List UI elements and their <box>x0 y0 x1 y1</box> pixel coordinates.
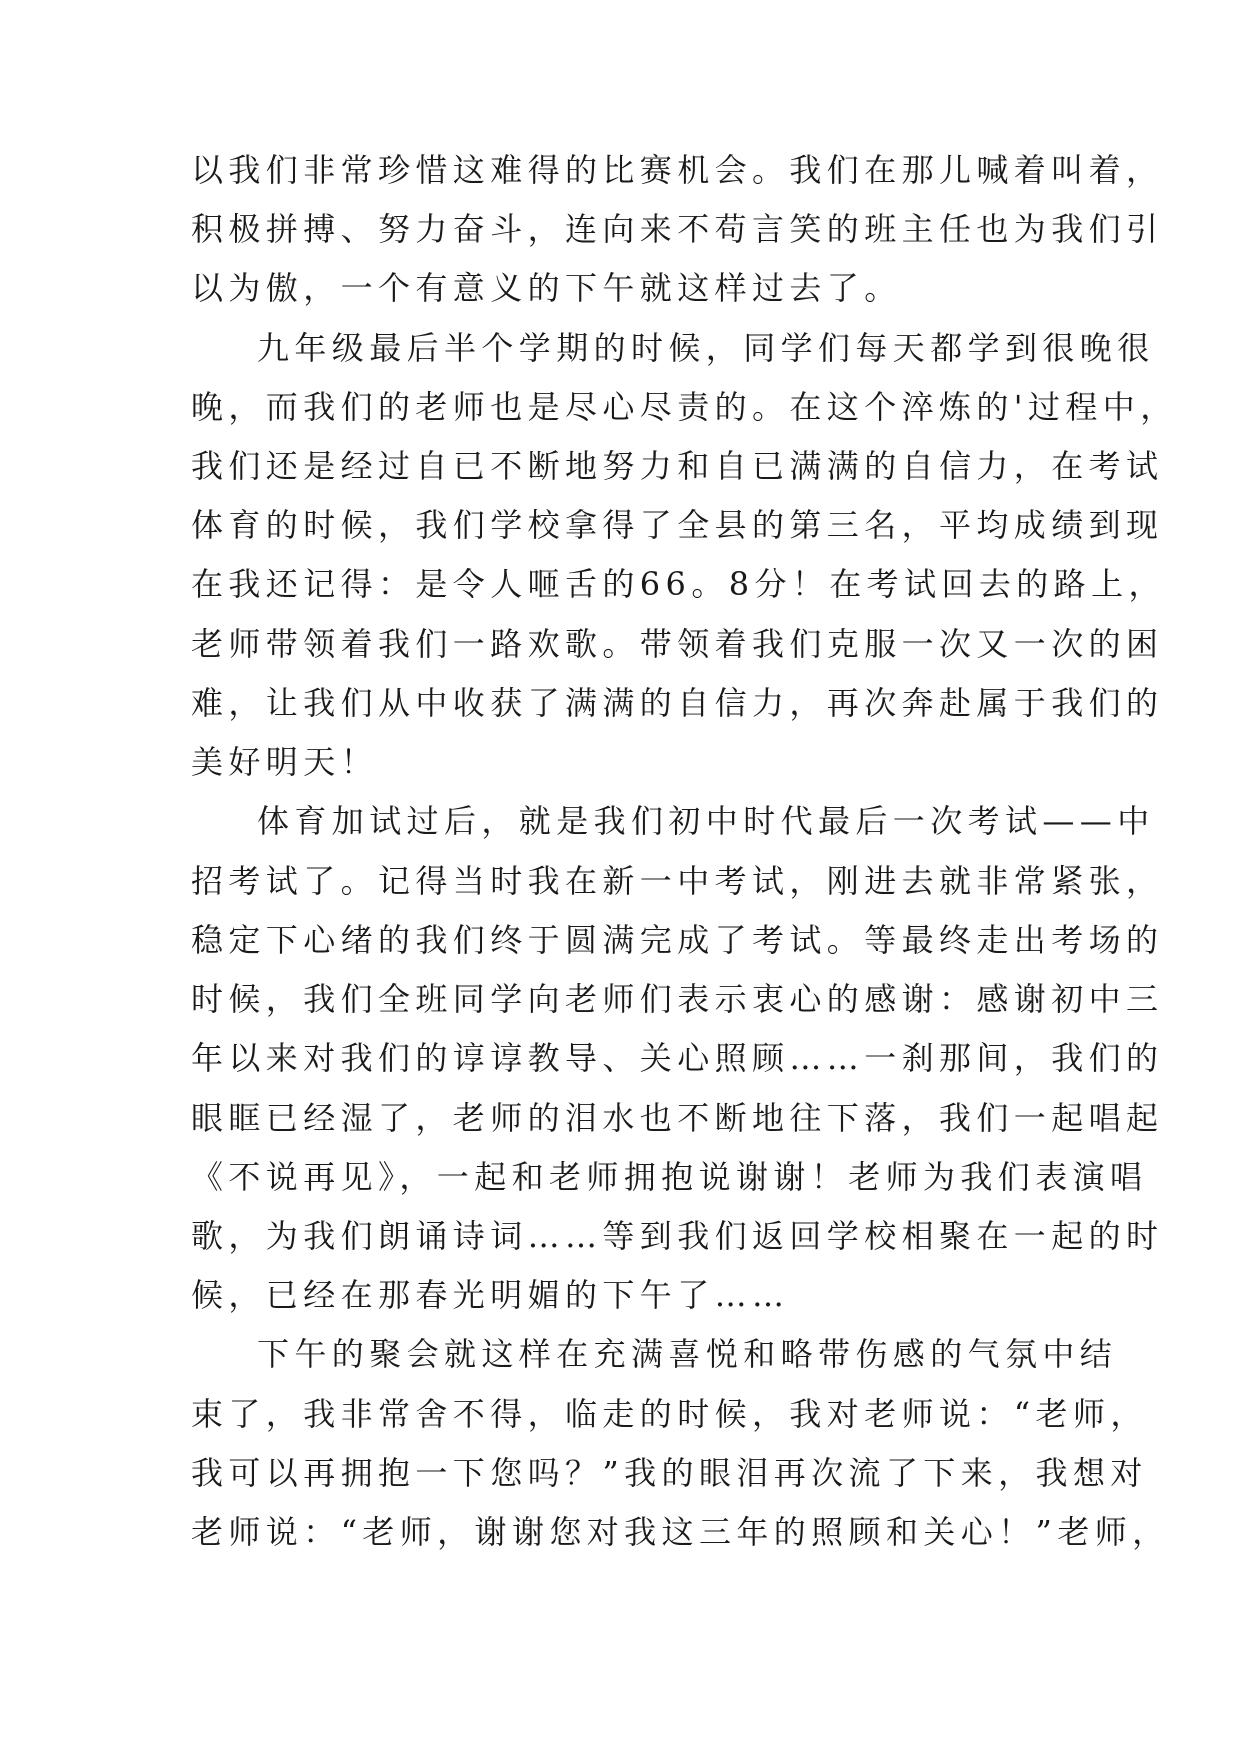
text-line: 体育的时候，我们学校拿得了全县的第三名，平均成绩到现 <box>191 506 1164 544</box>
text-line: 《不说再见》，一起和老师拥抱说谢谢！老师为我们表演唱 <box>191 1158 1148 1196</box>
text-line: 以为傲，一个有意义的下午就这样过去了。 <box>191 269 902 307</box>
text-line: 以我们非常珍惜这难得的比赛机会。我们在那儿喊着叫着， <box>191 151 1164 189</box>
text-line: 稳定下心绪的我们终于圆满完成了考试。等最终走出考场的 <box>191 921 1164 959</box>
text-line: 候，已经在那春光明媚的下午了…… <box>191 1276 790 1314</box>
text-line: 老师说：“老师，谢谢您对我这三年的照顾和关心！”老师， <box>191 1513 1170 1551</box>
text-line: 老师带领着我们一路欢歌。带领着我们克服一次又一次的困 <box>191 625 1164 663</box>
text-line: 年以来对我们的谆谆教导、关心照顾……一刹那间，我们的 <box>191 1039 1164 1077</box>
text-line: 积极拼搏、努力奋斗，连向来不苟言笑的班主任也为我们引 <box>191 210 1164 248</box>
text-line: 美好明天！ <box>191 743 379 781</box>
paragraph-first-line: 下午的聚会就这样在充满喜悦和略带伤感的气氛中结 <box>257 1335 1118 1373</box>
paragraph-first-line: 九年级最后半个学期的时候，同学们每天都学到很晚很 <box>257 329 1155 367</box>
text-line: 时候，我们全班同学向老师们表示衷心的感谢：感谢初中三 <box>191 980 1164 1018</box>
text-line: 眼眶已经湿了，老师的泪水也不断地往下落，我们一起唱起 <box>191 1099 1164 1137</box>
text-line: 招考试了。记得当时我在新一中考试，刚进去就非常紧张， <box>191 862 1164 900</box>
text-line: 在我还记得：是令人咂舌的66。8分！在考试回去的路上， <box>191 565 1166 603</box>
text-line: 晚，而我们的老师也是尽心尽责的。在这个淬炼的'过程中， <box>191 388 1178 426</box>
text-line: 我们还是经过自已不断地努力和自已满满的自信力，在考试 <box>191 447 1164 485</box>
text-line: 我可以再拥抱一下您吗？”我的眼泪再次流了下来，我想对 <box>191 1454 1148 1492</box>
text-line: 歌，为我们朗诵诗词……等到我们返回学校相聚在一起的时 <box>191 1217 1164 1255</box>
text-line: 束了，我非常舍不得，临走的时候，我对老师说：“老师， <box>191 1395 1148 1433</box>
text-line: 难，让我们从中收获了满满的自信力，再次奔赴属于我们的 <box>191 684 1164 722</box>
paragraph-first-line: 体育加试过后，就是我们初中时代最后一次考试——中 <box>257 802 1155 840</box>
